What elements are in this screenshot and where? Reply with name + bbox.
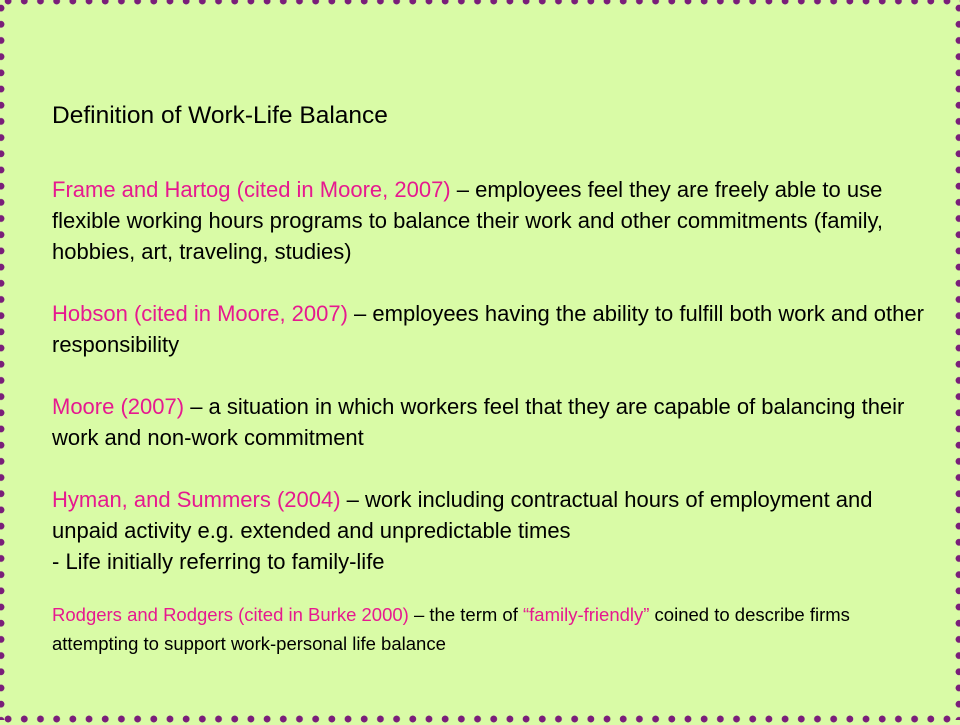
slide-content (52, 98, 932, 658)
citation: Rodgers and Rodgers (cited in Burke 2000) (52, 604, 409, 625)
definition-text: coined to describe firms attempting to support work-personal life balance (52, 604, 850, 654)
definition-moore (52, 391, 932, 453)
definition-text: – the term of (408, 604, 523, 625)
citation: Hobson (cited in Moore, 2007) (52, 301, 348, 326)
definition-hobson (52, 298, 932, 360)
dotted-border-top (0, 0, 960, 7)
definition-frame-hartog (52, 174, 932, 267)
citation: Moore (2007) (52, 394, 185, 419)
definition-text: – employees having the ability to fulfill both work and other responsibility (52, 301, 924, 357)
definition-rodgers (52, 600, 932, 658)
citation: Frame and Hartog (cited in Moore, 2007) (52, 177, 451, 202)
dotted-border-bottom (0, 713, 960, 725)
dotted-border-left (0, 0, 7, 720)
definition-text: – employees feel they are freely able to use flexible working hours programs to balance their work and other commitments (family, hobbies, art, traveling, studies) (52, 177, 884, 264)
definition-text: – a situation in which workers feel that they are capable of balancing their work and non-work commitment (52, 394, 905, 450)
slide-title: Definition of Work-Life Balance (52, 102, 388, 129)
definition-text: – work including contractual hours of employment and unpaid activity e.g. extended and unpredictable times (52, 487, 873, 543)
quoted-term: “family-friendly” (522, 604, 650, 625)
citation: Hyman, and Summers (2004) (52, 487, 341, 512)
definition-extra-line: - Life initially referring to family-life (52, 549, 385, 574)
dotted-border-right (953, 0, 960, 720)
definition-hyman-summers (52, 484, 932, 577)
